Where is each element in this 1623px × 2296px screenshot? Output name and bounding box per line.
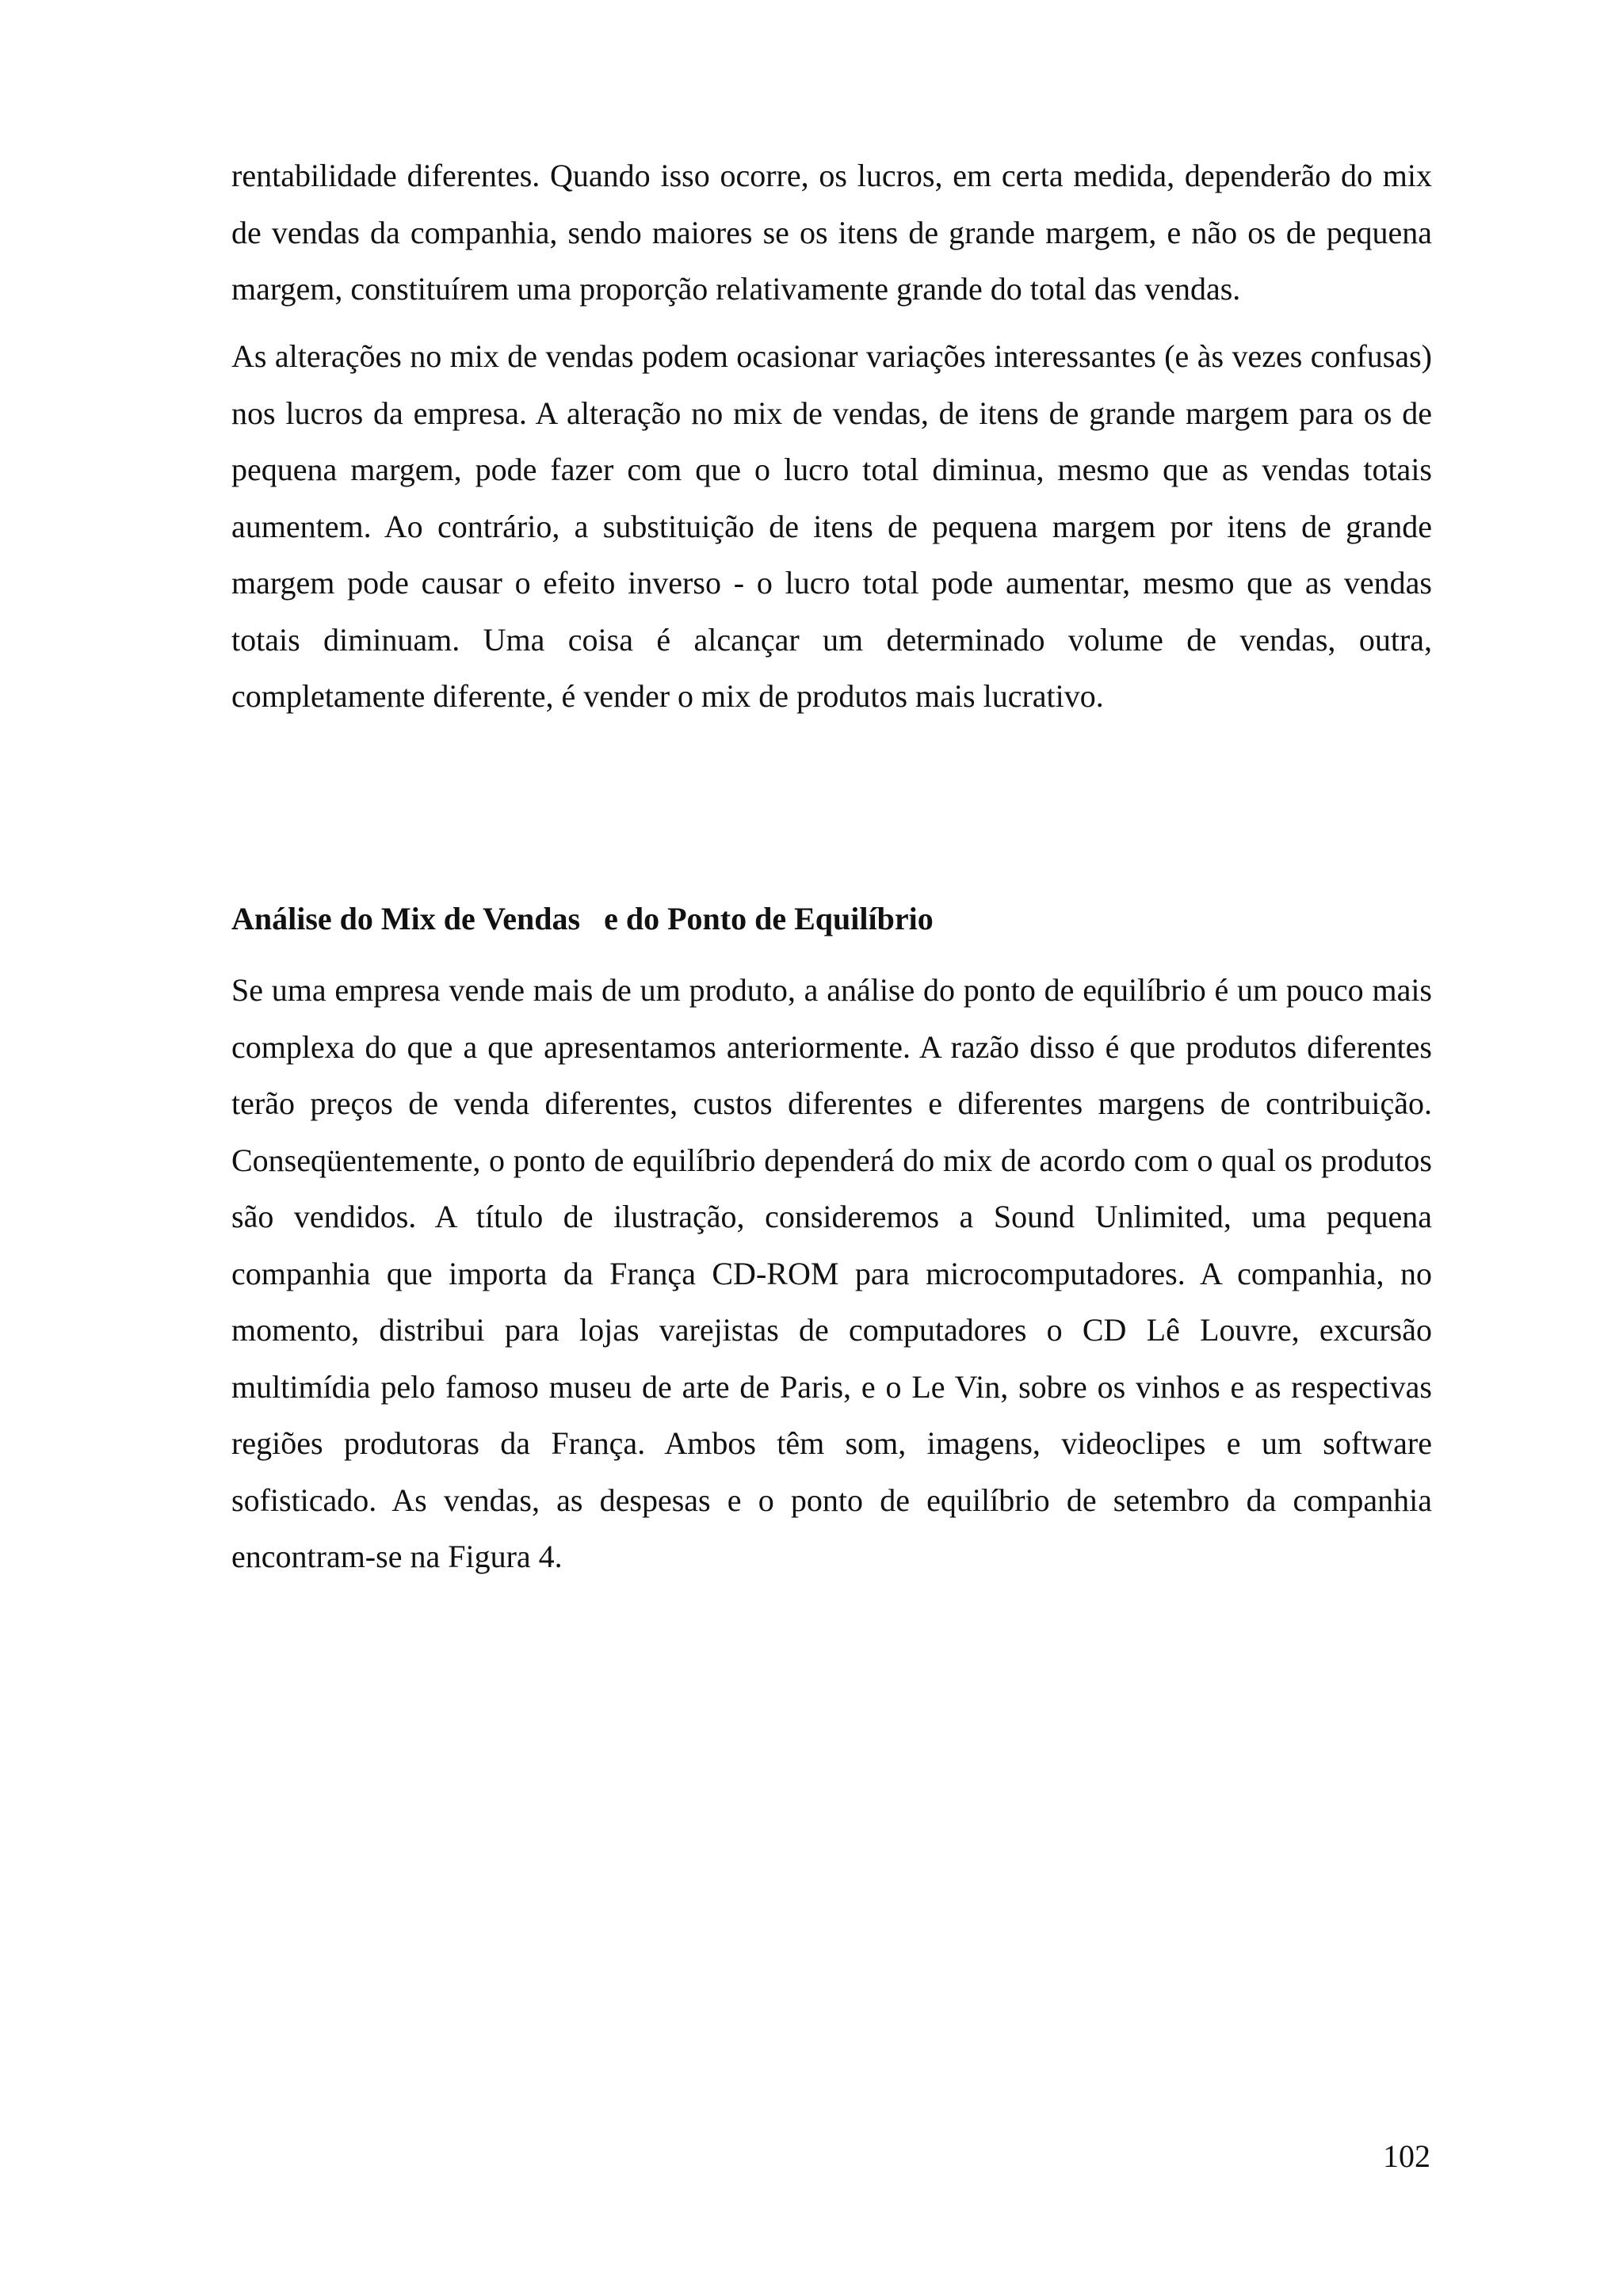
section-heading: Análise do Mix de Vendas e do Ponto de Equilíbrio <box>231 901 934 936</box>
paragraph-text: rentabilidade diferentes. Quando isso ocorre, os lucros, em certa medida, dependerão do mix de vendas da companhia, sendo maiores se os itens de grande margem, e não os de pequena margem, constituírem uma proporção relativamente grande do total das vendas. <box>231 158 1432 307</box>
paragraph-text: Se uma empresa vende mais de um produto, a análise do ponto de equilíbrio é um pouco mais complexa do que a que apresentamos anteriormente. A razão disso é que produtos diferentes terão preços de venda diferentes, custos diferentes e diferentes margens de contribuição. Conseqüentemente, o ponto de equilíbrio dependerá do mix de acordo com o qual os produtos são vendidos. A título de ilustração, consideremos a Sound Unlimited, uma pequena companhia que importa da França CD-ROM para microcomputadores. A companhia, no momento, distribui para lojas varejistas de computadores o CD Lê Louvre, excursão multimídia pelo famoso museu de arte de Paris, e o Le Vin, sobre os vinhos e as respectivas regiões produtoras da França. Ambos têm som, imagens, videoclipes e um software sofisticado. As vendas, as despesas e o ponto de equilíbrio de setembro da companhia encontram-se na Figura 4. <box>231 972 1432 1574</box>
paragraph-sales-mix-changes <box>231 328 1432 725</box>
page-number: 102 <box>1383 2138 1430 2174</box>
paragraph-break-even-analysis <box>231 962 1432 1585</box>
paragraph-text: As alterações no mix de vendas podem ocasionar variações interessantes (e às vezes confusas) nos lucros da empresa. A alteração no mix de vendas, de itens de grande margem para os de pequena margem, pode fazer com que o lucro total diminua, mesmo que as vendas totais aumentem. Ao contrário, a substituição de itens de pequena margem por itens de grande margem pode causar o efeito inverso - o lucro total pode aumentar, mesmo que as vendas totais diminuam. Uma coisa é alcançar um determinado volume de vendas, outra, completamente diferente, é vender o mix de produtos mais lucrativo. <box>231 338 1432 714</box>
paragraph-sales-mix-profitability <box>231 147 1432 318</box>
